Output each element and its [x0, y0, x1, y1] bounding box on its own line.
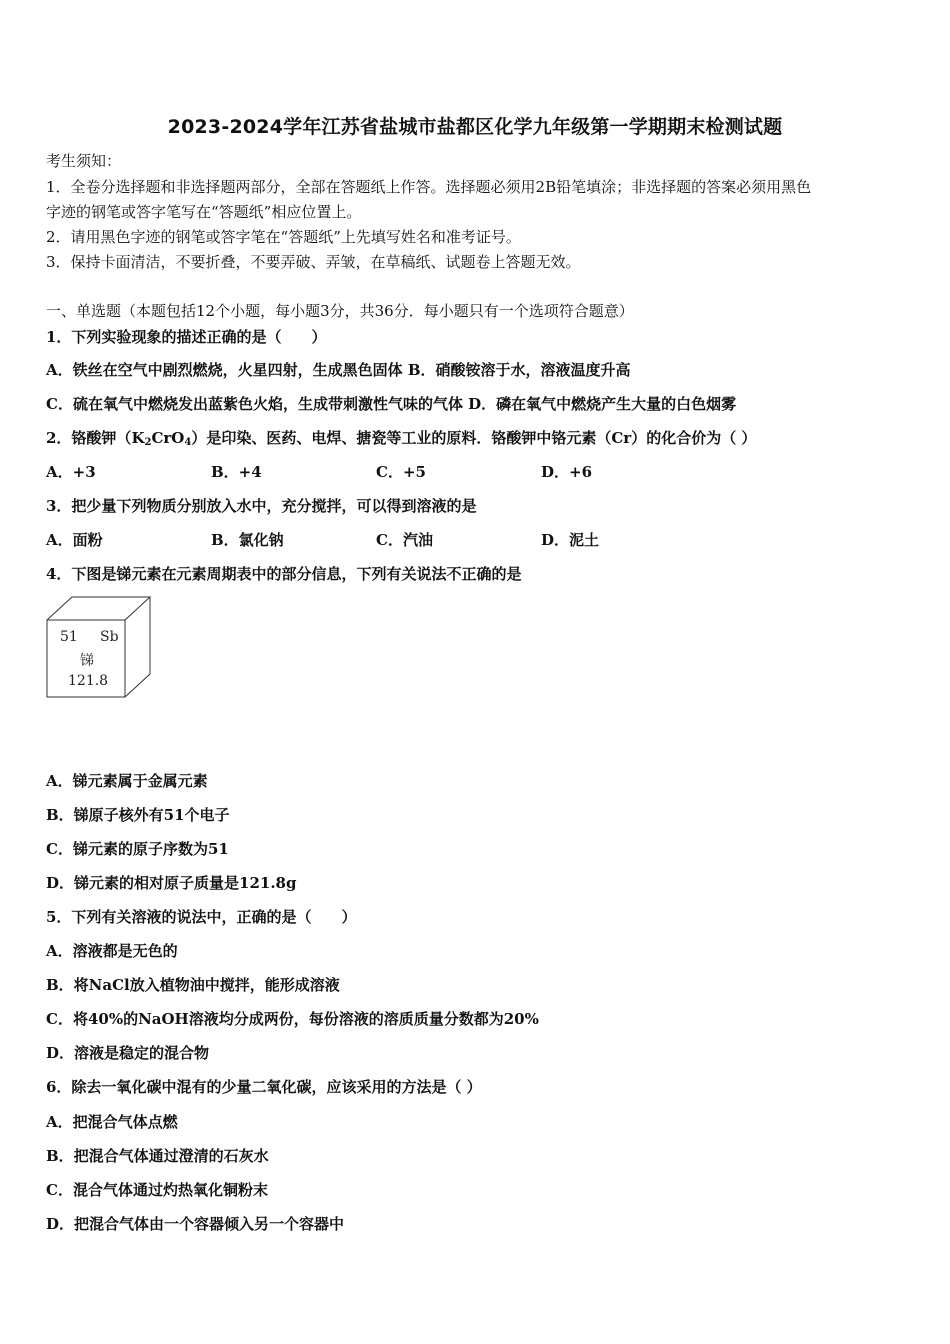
option-a: A．把混合气体点燃: [46, 1113, 178, 1131]
option-d: D．+6: [541, 463, 593, 481]
question-2-stem-part: ）是印染、医药、电焊、搪瓷等工业的原料．铬酸钾中铬元素（Cr）的化合价为（ ）: [191, 429, 757, 447]
subscript: 2: [144, 437, 152, 448]
option-c: C．混合气体通过灼热氧化铜粉末: [46, 1181, 268, 1199]
element-name: 锑: [80, 653, 94, 669]
option-d: D．把混合气体由一个容器倾入另一个容器中: [46, 1215, 345, 1233]
option-a: A．溶液都是无色的: [46, 942, 178, 960]
option-a: A．锑元素属于金属元素: [46, 772, 208, 790]
option-c: C．将40%的NaOH溶液均分成两份，每份溶液的溶质质量分数都为20%: [46, 1010, 539, 1028]
option-b: B．把混合气体通过澄清的石灰水: [46, 1147, 269, 1165]
option-b: B．锑原子核外有51个电子: [46, 806, 230, 824]
option-c: C．锑元素的原子序数为51: [46, 840, 229, 858]
section-heading: 一、单选题（本题包括12个小题，每小题3分，共36分．每小题只有一个选项符合题意）: [46, 302, 634, 320]
option-d: D．泥土: [541, 531, 600, 549]
option-d: D．溶液是稳定的混合物: [46, 1044, 210, 1062]
question-2-stem-part: CrO: [151, 429, 185, 447]
option-a: A．+3: [46, 463, 96, 481]
question-3-stem: 3．把少量下列物质分别放入水中，充分搅拌，可以得到溶液的是: [46, 497, 477, 515]
option-b: B．氯化钠: [211, 531, 284, 549]
element-symbol: Sb: [100, 629, 119, 645]
element-cell-figure: [46, 596, 154, 698]
atomic-mass: 121.8: [68, 673, 109, 689]
notice-item: 字迹的钢笔或答字笔写在“答题纸”相应位置上。: [46, 203, 362, 221]
page-title: 2023-2024学年江苏省盐城市盐都区化学九年级第一学期期末检测试题: [167, 116, 783, 138]
notice-item: 1．全卷分选择题和非选择题两部分，全部在答题纸上作答。选择题必须用2B铅笔填涂；非选择题的答案必须用黑色: [46, 178, 812, 196]
question-4-stem: 4．下图是锑元素在元素周期表中的部分信息，下列有关说法不正确的是: [46, 565, 522, 583]
subscript: 4: [184, 437, 192, 448]
option-b: B．+4: [211, 463, 262, 481]
option-c: C．汽油: [376, 531, 433, 549]
option-d: D．锑元素的相对原子质量是121.8g: [46, 874, 297, 892]
option-b: B．将NaCl放入植物油中搅拌，能形成溶液: [46, 976, 340, 994]
question-1-stem: 1．下列实验现象的描述正确的是（ ）: [46, 328, 327, 346]
notice-item: 3．保持卡面清洁，不要折叠，不要弄破、弄皱，在草稿纸、试题卷上答题无效。: [46, 253, 581, 271]
question-2-stem-part: 2．铬酸钾（K: [46, 429, 145, 447]
option-a: A．面粉: [46, 531, 103, 549]
atomic-number: 51: [60, 629, 78, 645]
notice-heading: 考生须知：: [46, 152, 122, 170]
question-1-options-line-1: A．铁丝在空气中剧烈燃烧，火星四射，生成黑色固体 B．硝酸铵溶于水，溶液温度升高: [46, 361, 631, 379]
question-5-stem: 5．下列有关溶液的说法中，正确的是（ ）: [46, 908, 357, 926]
question-2-stem: [46, 428, 756, 453]
question-1-options-line-2: C．硫在氧气中燃烧发出蓝紫色火焰，生成带刺激性气味的气体 D．磷在氧气中燃烧产生大量的白色烟雾: [46, 395, 737, 413]
option-c: C．+5: [376, 463, 426, 481]
notice-item: 2．请用黑色字迹的钢笔或答字笔在“答题纸”上先填写姓名和准考证号。: [46, 228, 521, 246]
question-6-stem: 6．除去一氧化碳中混有的少量二氧化碳，应该采用的方法是（ ）: [46, 1078, 482, 1096]
